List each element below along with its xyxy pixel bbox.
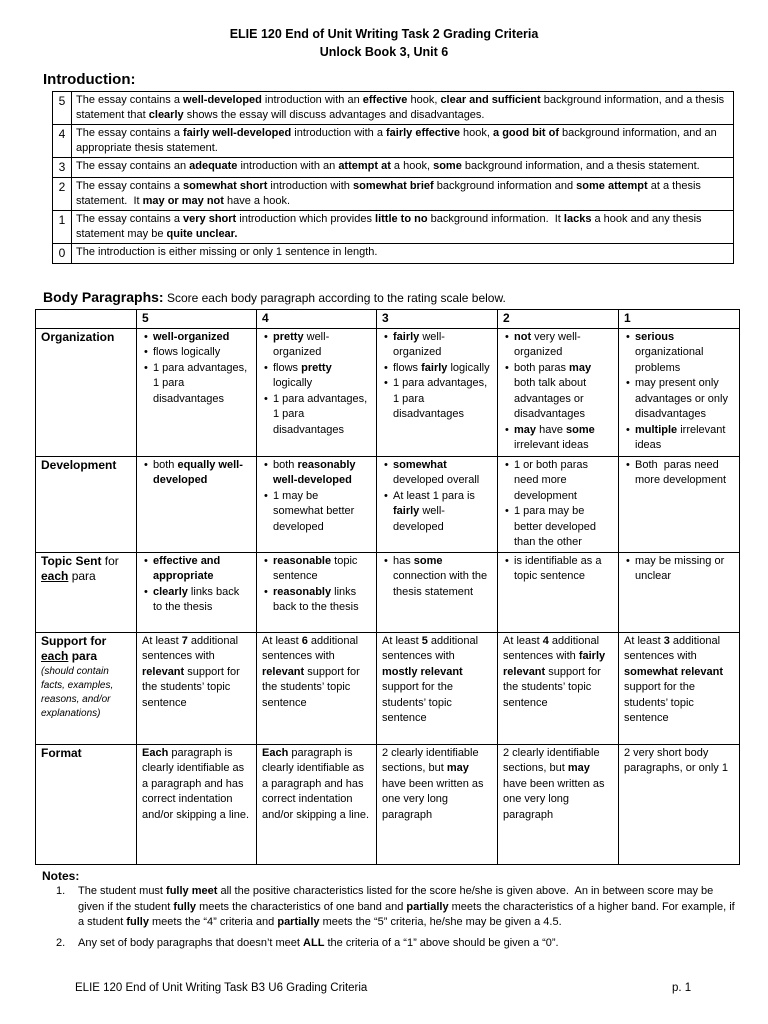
note-number: 1. [56,885,66,897]
intro-row-score-3 [53,158,734,178]
document-title: ELIE 120 End of Unit Writing Task 2 Grading Criteria [229,27,539,41]
rubric-cell-score-2: At least 4 additional sentences with fairly relevant support for the students’ topic sentence [498,632,619,744]
rubric-cell-score-4: • reasonable topic sentence • reasonably links back to the thesis [257,552,377,632]
rubric-cell-score-2: • not very well-organized • both paras may both talk about advantages or disadvantages • may have some irrelevant ideas [498,328,619,456]
rubric-cell-score-5: At least 7 additional sentences with relevant support for the students’ topic sentence [137,632,257,744]
rubric-row [36,552,740,632]
rubric-cell-score-4: At least 6 additional sentences with relevant support for the students’ topic sentence [257,632,377,744]
note-text: The student must fully meet all the positive characteristics listed for the score he/she is given above. An in between score may be given if the student fully meets the characteristics of one band and partially meets the characteristics of a higher band. For example, if a student fully meets the “4” criteria and partially meets the “5” criteria, he/she may be given a 4.5. [78,885,735,928]
rubric-cell-score-3: • fairly well-organized • flows fairly logically • 1 para advantages, 1 para disadvantages [377,328,498,456]
rubric-cell-score-2: 2 clearly identifiable sections, but may have been written as one very long paragraph [498,744,619,864]
body-paragraphs-heading [43,289,506,305]
intro-row-score-2 [53,178,734,211]
criterion-cell: Format [36,744,137,864]
rubric-cell-score-3: 2 clearly identifiable sections, but may have been written as one very long paragraph [377,744,498,864]
note-number: 2. [56,936,66,949]
rubric-row [36,328,740,456]
introduction-heading: Introduction: [43,71,136,88]
intro-score-cell: 1 [53,211,72,244]
rubric-cell-score-5: Each paragraph is clearly identifiable as a paragraph and has correct indentation and/or skipping a line. [137,744,257,864]
notes-heading: Notes: [42,869,80,883]
rubric-cell-score-4: Each paragraph is clearly identifiable as a paragraph and has correct indentation and/or skipping a line. [257,744,377,864]
rubric-cell-score-1: • may be missing or unclear [619,552,740,632]
intro-description-cell: The essay contains a fairly well-developed introduction with a fairly effective hook, a good bit of background information, and an appropriate thesis statement. [72,125,734,158]
document-subtitle: Unlock Book 3, Unit 6 [319,45,449,59]
intro-score-cell: 5 [53,92,72,125]
intro-description-cell: The essay contains an adequate introduction with an attempt at a hook, some background information, and a thesis statement. [72,158,734,178]
rubric-row [36,632,740,744]
page-number: p. 1 [672,982,692,994]
criterion-cell: Organization [36,328,137,456]
criterion-cell: Topic Sent for each para [36,552,137,632]
body-heading-note: Score each body paragraph according to the rating scale below. [166,291,506,305]
rubric-cell-score-1: • serious organizational problems • may present only advantages or only disadvantages • multiple irrelevant ideas [619,328,740,456]
rubric-cell-score-3: At least 5 additional sentences with mostly relevant support for the students’ topic sentence [377,632,498,744]
rubric-cell-score-1: 2 very short body paragraphs, or only 1 [619,744,740,864]
introduction-rubric-table [52,91,734,264]
criterion-cell: Development [36,456,137,552]
page-footer: ELIE 120 End of Unit Writing Task B3 U6 Grading Criteria [75,982,368,994]
rubric-cell-score-5: • effective and appropriate • clearly links back to the thesis [137,552,257,632]
intro-row-score-0 [53,244,734,264]
notes-list [56,884,736,956]
score-column-header-3: 3 [377,310,498,329]
rubric-cell-score-2: • is identifiable as a topic sentence [498,552,619,632]
rubric-cell-score-5: • both equally well-developed [137,456,257,552]
body-heading-label: Body Paragraphs: [43,289,164,305]
rubric-cell-score-1: • Both paras need more development [619,456,740,552]
intro-description-cell: The essay contains a somewhat short introduction with somewhat brief background information and some attempt at a thesis statement. It may or may not have a hook. [72,178,734,211]
rubric-row [36,456,740,552]
criterion-cell: Support for each para (should contain facts, examples, reasons, and/or explanations) [36,632,137,744]
intro-score-cell: 0 [53,244,72,264]
rubric-cell-score-4: • both reasonably well-developed • 1 may be somewhat better developed [257,456,377,552]
score-column-header-5: 5 [137,310,257,329]
intro-description-cell: The essay contains a well-developed introduction with an effective hook, clear and sufficient background information, and a thesis statement that clearly shows the essay will discuss advantages and disadvantages. [72,92,734,125]
intro-score-cell: 2 [53,178,72,211]
intro-row-score-4 [53,125,734,158]
rubric-cell-score-4: • pretty well-organized • flows pretty logically • 1 para advantages, 1 para disadvantages [257,328,377,456]
intro-row-score-1 [53,211,734,244]
intro-description-cell: The essay contains a very short introduction which provides little to no background information. It lacks a hook and any thesis statement may be quite unclear. [72,211,734,244]
rubric-cell-score-2: • 1 or both paras need more development • 1 para may be better developed than the other [498,456,619,552]
body-paragraphs-rubric-table [35,309,740,865]
intro-row-score-5 [53,92,734,125]
score-column-header-2: 2 [498,310,619,329]
note-text: Any set of body paragraphs that doesn’t meet ALL the criteria of a “1” above should be given a “0”. [78,936,559,949]
score-column-header-1: 1 [619,310,740,329]
rubric-cell-score-3: • has some connection with the thesis statement [377,552,498,632]
note-item [56,936,736,952]
intro-score-cell: 3 [53,158,72,178]
rubric-row [36,744,740,864]
score-column-header-4: 4 [257,310,377,329]
note-item [56,884,736,931]
rubric-cell-score-3: • somewhat developed overall • At least 1 para is fairly well-developed [377,456,498,552]
intro-description-cell: The introduction is either missing or only 1 sentence in length. [72,244,734,264]
criterion-header-cell [36,310,137,329]
intro-score-cell: 4 [53,125,72,158]
rubric-cell-score-1: At least 3 additional sentences with somewhat relevant support for the students’ topic sentence [619,632,740,744]
rubric-cell-score-5: • well-organized • flows logically • 1 para advantages, 1 para disadvantages [137,328,257,456]
